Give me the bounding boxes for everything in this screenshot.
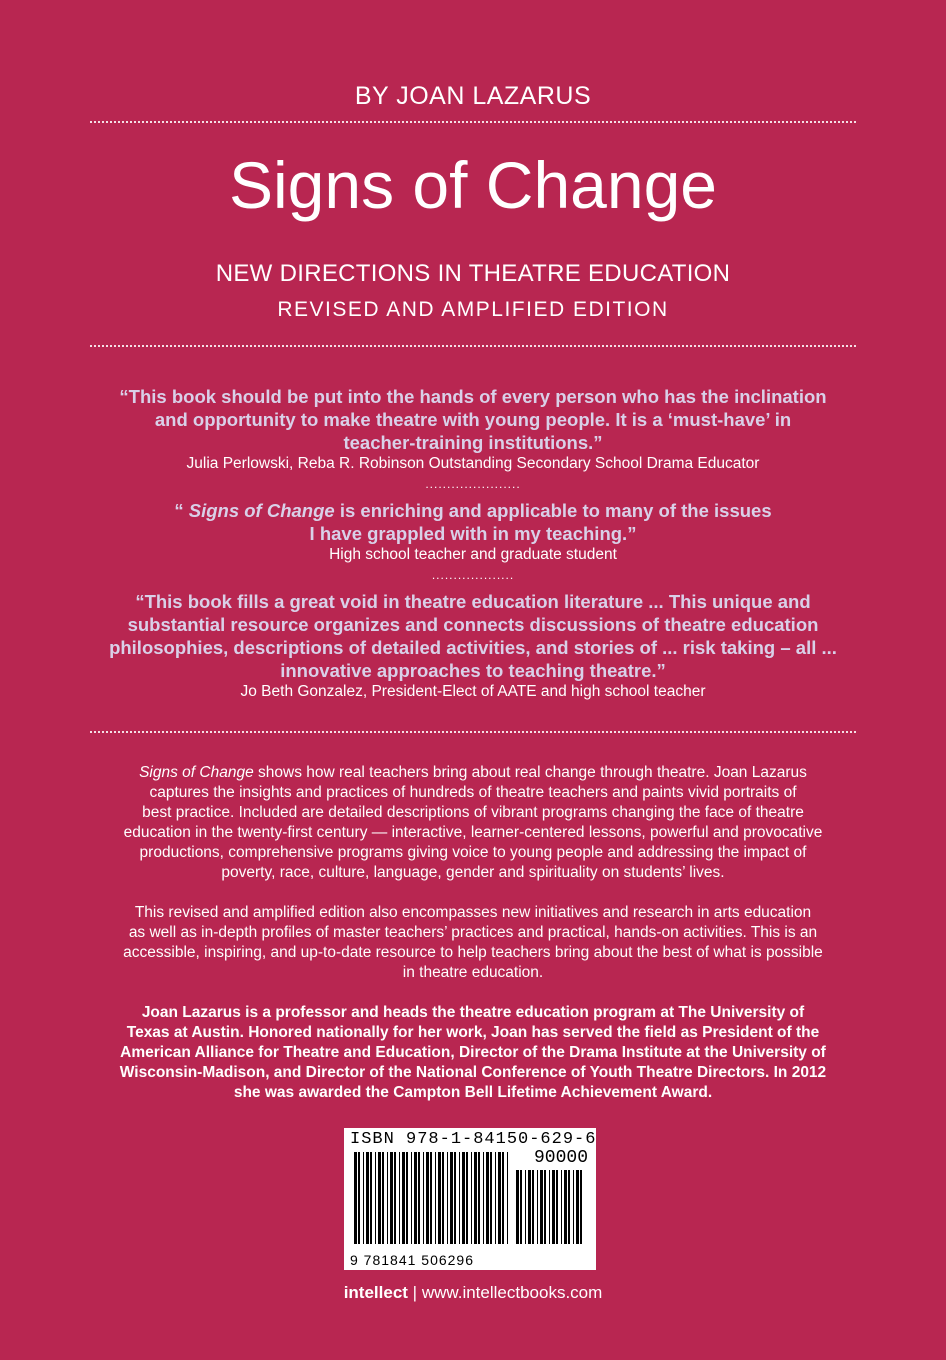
quote-line: philosophies, descriptions of detailed activities, and stories of ... risk taking – all ... [109, 637, 837, 658]
quote-attribution: Julia Perlowski, Reba R. Robinson Outstanding Secondary School Drama Educator [186, 455, 760, 472]
isbn-barcode [344, 1128, 596, 1270]
quote-line: substantial resource organizes and connects discussions of theatre education [127, 614, 819, 635]
isbn-number: ISBN 978-1-84150-629-6 [350, 1130, 597, 1149]
quote-block [0, 590, 946, 702]
description-paragraph-2: This revised and amplified edition also encompasses new initiatives and research in arts education as well as in-depth profiles of master teachers’ practices and practical, hands-on activities. This is an accessible, inspiring, and up-to-date resource to help teachers bring about the best of what is possible in theatre education. [123, 904, 823, 981]
addon-barcode-bars [514, 1170, 586, 1244]
footer-separator: | [407, 1283, 422, 1302]
publisher-footer [0, 1283, 946, 1303]
dotted-divider [90, 345, 856, 347]
quote-block [0, 499, 946, 581]
quote-separator: ...................... [425, 477, 521, 491]
quote-block [0, 385, 946, 490]
publisher-url[interactable]: www.intellectbooks.com [421, 1283, 603, 1302]
author-line: BY JOAN LAZARUS [354, 82, 592, 110]
quote-line: innovative approaches to teaching theatre.” [280, 660, 666, 681]
quote-separator: ................... [431, 568, 515, 582]
book-title: Signs of Change [228, 148, 717, 222]
dotted-divider [90, 121, 856, 123]
quote-line: “ Signs of Change is enriching and applicable to many of the issues [174, 500, 772, 521]
quote-attribution: High school teacher and graduate student [329, 546, 617, 563]
quote-line: “This book should be put into the hands of every person who has the inclination [119, 386, 827, 407]
book-subtitle: NEW DIRECTIONS IN THEATRE EDUCATION [215, 260, 731, 287]
quote-line: “This book fills a great void in theatre education literature ... This unique and [135, 591, 811, 612]
dotted-divider [90, 731, 856, 733]
ean-digits: 9 781841 506296 [350, 1252, 474, 1268]
author-bio: Joan Lazarus is a professor and heads the theatre education program at The University of Texas at Austin. Honored nationally for her work, Joan has served the field as President of the American Alliance for Theatre and Education, Director of the Drama Institute at the University of Wisconsin-Madison, and Director of the National Conference of Youth Theatre Directors. In 2012 she was awarded the Campton Bell Lifetime Achievement Award. [119, 1004, 827, 1101]
publisher-brand: intellect [343, 1283, 408, 1302]
quote-title-italic: Signs of Change [188, 500, 335, 521]
quote-line: and opportunity to make theatre with young people. It is a ‘must-have’ in [154, 409, 792, 430]
price-code: 90000 [533, 1148, 588, 1168]
edition-label: REVISED AND AMPLIFIED EDITION [277, 298, 669, 321]
quote-attribution: Jo Beth Gonzalez, President-Elect of AATE and high school teacher [240, 683, 706, 700]
description-paragraph: Signs of Change shows how real teachers bring about real change through theatre. Joan Lazarus captures the insights and practices of hundreds of theatre teachers and paints vivid portraits of best practice. Included are detailed descriptions of vibrant programs changing the face of theatre education in the twenty-first century — interactive, learner-centered lessons, powerful and provocative productions, comprehensive programs giving voice to young people and addressing the impact of poverty, race, culture, language, gender and spirituality on students’ lives. [123, 764, 823, 881]
quote-line: teacher-training institutions.” [343, 432, 603, 453]
barcode-bars [352, 1152, 512, 1244]
description-title-italic: Signs of Change [139, 764, 254, 781]
quote-line: I have grappled with in my teaching.” [309, 523, 637, 544]
